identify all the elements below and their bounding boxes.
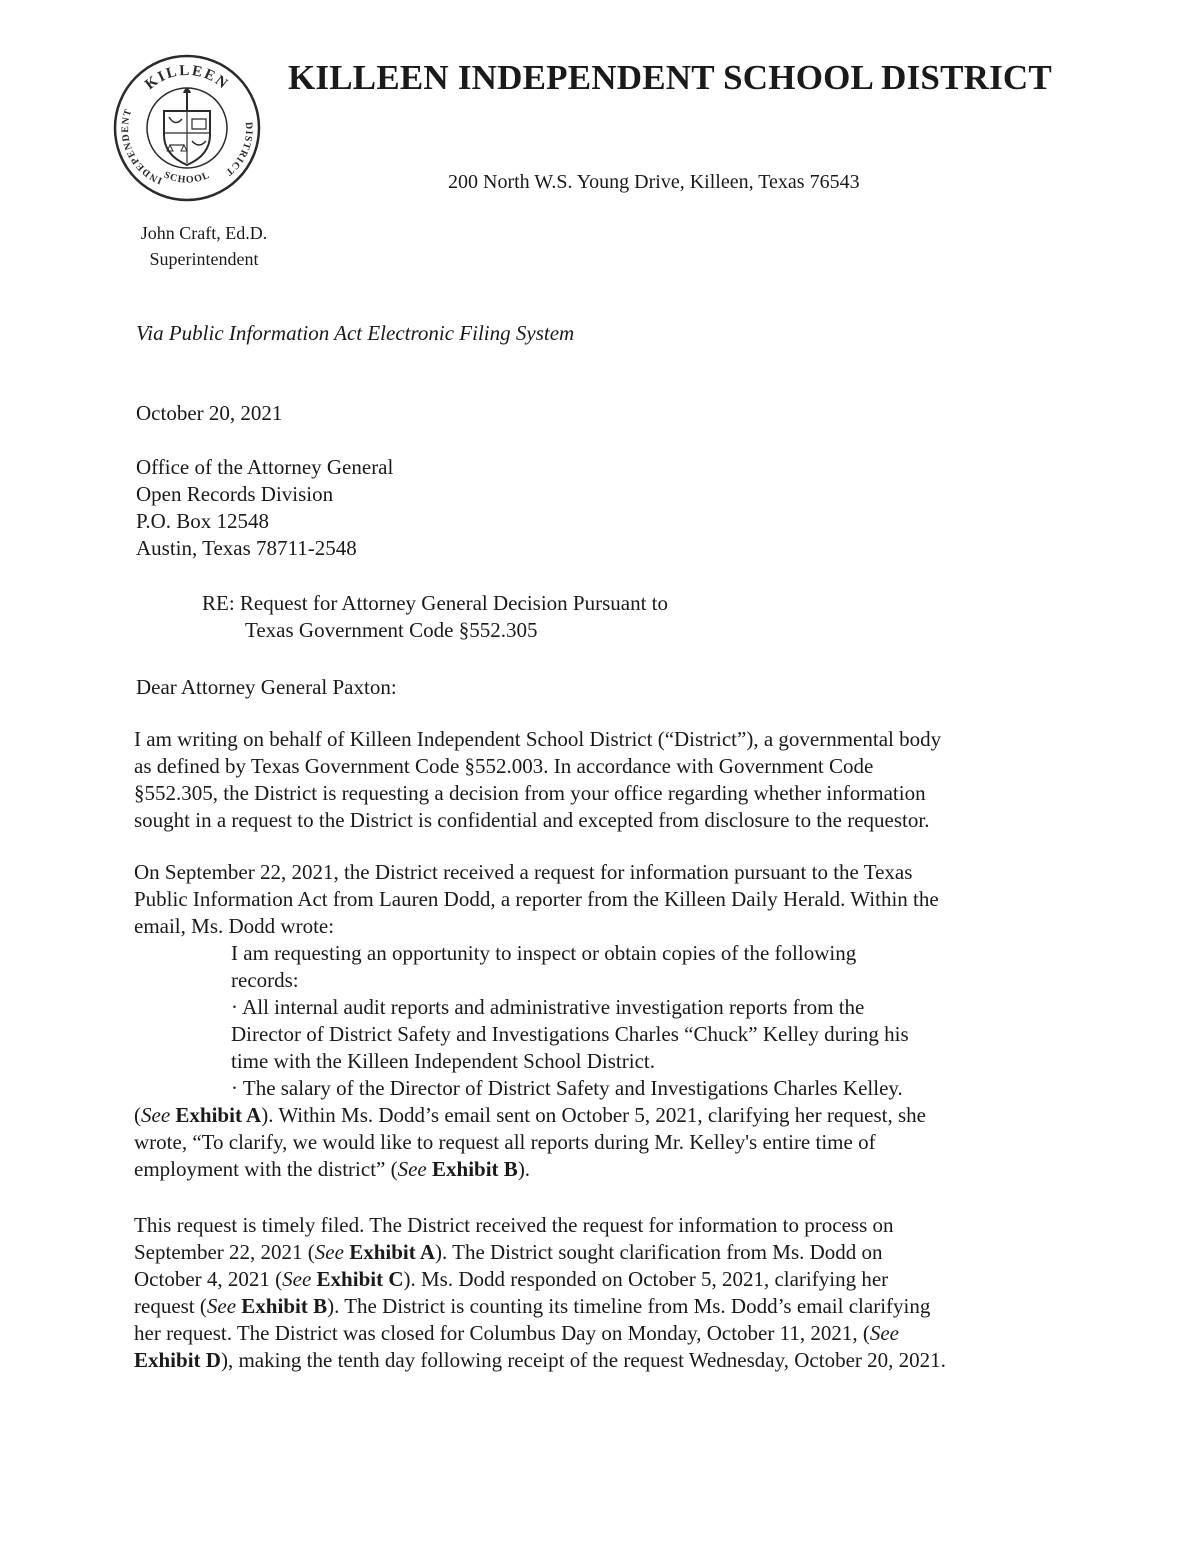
delivery-method-line: Via Public Information Act Electronic Filing System bbox=[136, 321, 575, 345]
text-line: I am writing on behalf of Killeen Independent School District (“District”), a governmental body bbox=[134, 727, 942, 751]
subject-line-1: RE: Request for Attorney General Decision Pursuant to bbox=[202, 591, 668, 615]
quoted-request bbox=[134, 940, 1054, 1102]
recipient-line: Open Records Division bbox=[136, 482, 334, 506]
text-line: Exhibit D), making the tenth day following receipt of the request Wednesday, October 20, 2021. bbox=[134, 1348, 946, 1372]
svg-text:INDEPENDENT: INDEPENDENT bbox=[120, 107, 164, 186]
subject-line-2: Texas Government Code §552.305 bbox=[245, 618, 538, 642]
see-reference: See bbox=[282, 1267, 312, 1291]
quote-line: records: bbox=[231, 968, 299, 992]
svg-text:DISTRICT: DISTRICT bbox=[222, 121, 255, 179]
quote-bullet: · All internal audit reports and administrative investigation reports from the bbox=[231, 995, 865, 1019]
signatory-block bbox=[128, 220, 280, 272]
recipient-address-block bbox=[136, 454, 393, 562]
see-reference: See bbox=[869, 1321, 899, 1345]
signatory-title: Superintendent bbox=[149, 249, 259, 269]
text-line: On September 22, 2021, the District received a request for information pursuant to the Texas bbox=[134, 860, 913, 884]
exhibit-reference: Exhibit A bbox=[349, 1240, 435, 1264]
text-line: as defined by Texas Government Code §552.003. In accordance with Government Code bbox=[134, 754, 874, 778]
quote-line: I am requesting an opportunity to inspect or obtain copies of the following bbox=[231, 941, 857, 965]
text-line: request (See Exhibit B). The District is counting its timeline from Ms. Dodd’s email clarifying bbox=[134, 1294, 931, 1318]
exhibit-reference: Exhibit C bbox=[316, 1267, 404, 1291]
recipient-line: P.O. Box 12548 bbox=[136, 509, 270, 533]
body-paragraph-2 bbox=[134, 859, 1054, 1183]
see-reference: See bbox=[314, 1240, 344, 1264]
body-paragraph-3 bbox=[134, 1212, 1054, 1374]
text-line: October 4, 2021 (See Exhibit C). Ms. Dodd responded on October 5, 2021, clarifying her bbox=[134, 1267, 889, 1291]
exhibit-reference: Exhibit B bbox=[241, 1294, 328, 1318]
text-line: her request. The District was closed for Columbus Day on Monday, October 11, 2021, (See bbox=[134, 1321, 899, 1345]
text-line: Public Information Act from Lauren Dodd, a reporter from the Killeen Daily Herald. Within the bbox=[134, 887, 939, 911]
signatory-name: John Craft, Ed.D. bbox=[140, 223, 268, 243]
svg-text:SCHOOL: SCHOOL bbox=[162, 169, 212, 186]
quote-line: time with the Killeen Independent School District. bbox=[231, 1049, 655, 1073]
quote-bullet: · The salary of the Director of District Safety and Investigations Charles Kelley. bbox=[231, 1076, 903, 1100]
see-reference: See bbox=[206, 1294, 237, 1318]
text-line: employment with the district” (See Exhibit B). bbox=[134, 1157, 531, 1181]
salutation: Dear Attorney General Paxton: bbox=[136, 675, 397, 699]
district-seal-logo bbox=[112, 53, 262, 203]
text-line: wrote, “To clarify, we would like to request all reports during Mr. Kelley's entire time of bbox=[134, 1130, 876, 1154]
letter-date: October 20, 2021 bbox=[136, 401, 283, 425]
see-reference: See bbox=[141, 1103, 171, 1127]
quote-line: Director of District Safety and Investigations Charles “Chuck” Kelley during his bbox=[231, 1022, 909, 1046]
text-line: This request is timely filed. The District received the request for information to process on bbox=[134, 1213, 894, 1237]
exhibit-reference: Exhibit D bbox=[134, 1348, 221, 1372]
recipient-line: Austin, Texas 78711-2548 bbox=[136, 536, 357, 560]
text-line: September 22, 2021 (See Exhibit A). The District sought clarification from Ms. Dodd on bbox=[134, 1240, 883, 1264]
subject-line bbox=[202, 590, 668, 644]
district-address: 200 North W.S. Young Drive, Killeen, Texas 76543 bbox=[448, 171, 860, 193]
text-line: §552.305, the District is requesting a decision from your office regarding whether information bbox=[134, 781, 926, 805]
text-line: (See Exhibit A). Within Ms. Dodd’s email sent on October 5, 2021, clarifying her request, she bbox=[134, 1103, 927, 1127]
body-paragraph-1 bbox=[134, 726, 1054, 834]
text-line: email, Ms. Dodd wrote: bbox=[134, 914, 335, 938]
exhibit-reference: Exhibit B bbox=[432, 1157, 518, 1181]
text-line: sought in a request to the District is confidential and excepted from disclosure to the requestor. bbox=[134, 808, 930, 832]
exhibit-reference: Exhibit A bbox=[175, 1103, 262, 1127]
recipient-line: Office of the Attorney General bbox=[136, 455, 394, 479]
svg-text:KILLEEN: KILLEEN bbox=[142, 62, 232, 94]
see-reference: See bbox=[397, 1157, 427, 1181]
district-name-heading: KILLEEN INDEPENDENT SCHOOL DISTRICT bbox=[288, 58, 1052, 97]
